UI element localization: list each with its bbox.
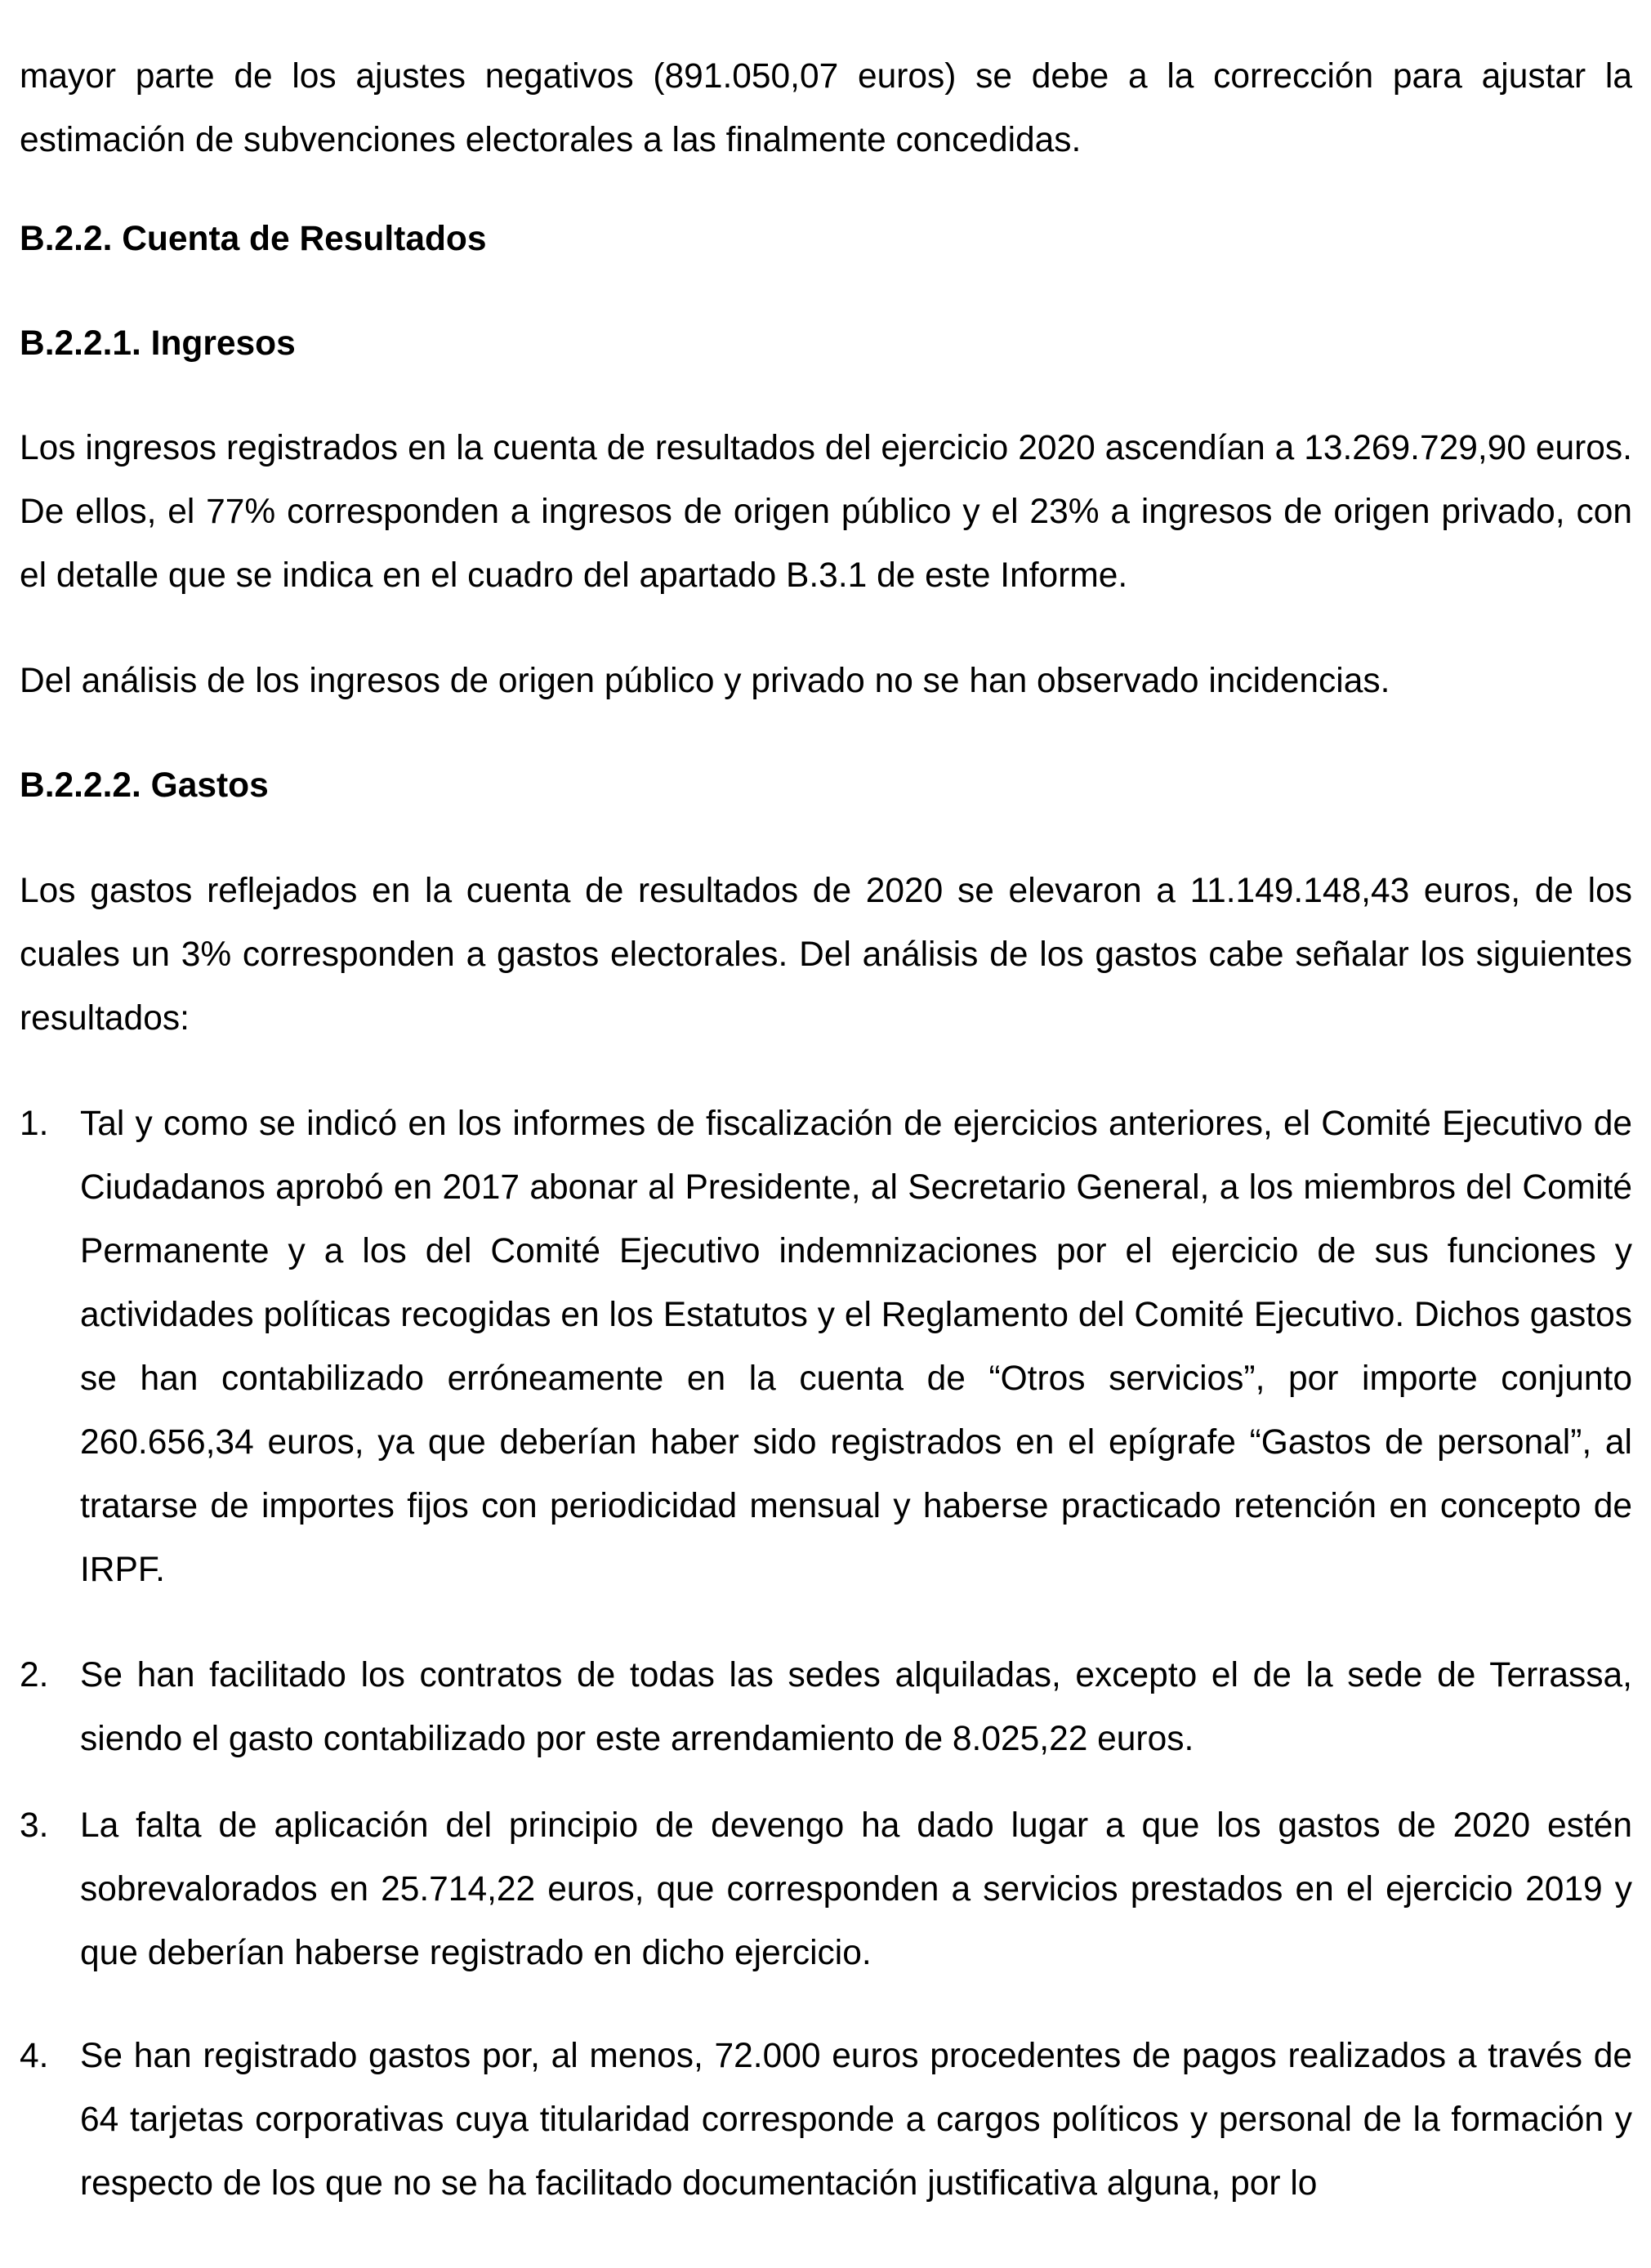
list-item-text: La falta de aplicación del principio de devengo ha dado lugar a que los gastos de 2020 estén sobrevalorados en 25.714,22 euros, que corresponden a servicios prestados en el ejercicio 2019 y que deberían haberse registrado en dicho ejercicio. (80, 1806, 1632, 1972)
ingresos-paragraph: Los ingresos registrados en la cuenta de resultados del ejercicio 2020 ascendían a 13.269.729,90 euros. De ellos, el 77% corresponden a ingresos de origen público y el 23% a ingresos de origen privado, con el detalle que se indica en el cuadro del apartado B.3.1 de este Informe. (20, 429, 1632, 595)
intro-paragraph: mayor parte de los ajustes negativos (891.050,07 euros) se debe a la corrección para ajustar la estimación de subvenciones electorales a las finalmente concedidas. (20, 57, 1632, 159)
list-item-number: 4. (20, 2037, 49, 2075)
list-item-text: Se han facilitado los contratos de todas las sedes alquiladas, excepto el de la sede de Terrassa, siendo el gasto contabilizado por este arrendamiento de 8.025,22 euros. (80, 1656, 1632, 1758)
ingresos-analysis-paragraph: Del análisis de los ingresos de origen público y privado no se han observado incidencias. (20, 662, 1390, 700)
section-heading-ingresos: B.2.2.1. Ingresos (20, 324, 296, 363)
list-item-number: 2. (20, 1656, 49, 1694)
list-item-text: Tal y como se indicó en los informes de fiscalización de ejercicios anteriores, el Comité Ejecutivo de Ciudadanos aprobó en 2017 abonar al Presidente, al Secretario General, a los miembros del Comité Permanente y a los del Comité Ejecutivo indemnizaciones por el ejercicio de sus funciones y actividades políticas recogidas en los Estatutos y el Reglamento del Comité Ejecutivo. Dichos gastos se han contabilizado erróneamente en la cuenta de “Otros servicios”, por importe conjunto 260.656,34 euros, ya que deberían haber sido registrados en el epígrafe “Gastos de personal”, al tratarse de importes fijos con periodicidad mensual y haberse practicado retención en concepto de IRPF. (80, 1105, 1632, 1589)
list-item-number: 1. (20, 1105, 49, 1143)
gastos-paragraph: Los gastos reflejados en la cuenta de resultados de 2020 se elevaron a 11.149.148,43 euros, de los cuales un 3% corresponden a gastos electorales. Del análisis de los gastos cabe señalar los siguientes resultados: (20, 872, 1632, 1038)
section-heading-cuenta-resultados: B.2.2. Cuenta de Resultados (20, 220, 487, 258)
list-item-text: Se han registrado gastos por, al menos, 72.000 euros procedentes de pagos realizados a través de 64 tarjetas corporativas cuya titularidad corresponde a cargos políticos y personal de la formación y respecto de los que no se ha facilitado documentación justificativa alguna, por lo (80, 2037, 1632, 2203)
list-item-number: 3. (20, 1806, 49, 1845)
section-heading-gastos: B.2.2.2. Gastos (20, 766, 269, 805)
